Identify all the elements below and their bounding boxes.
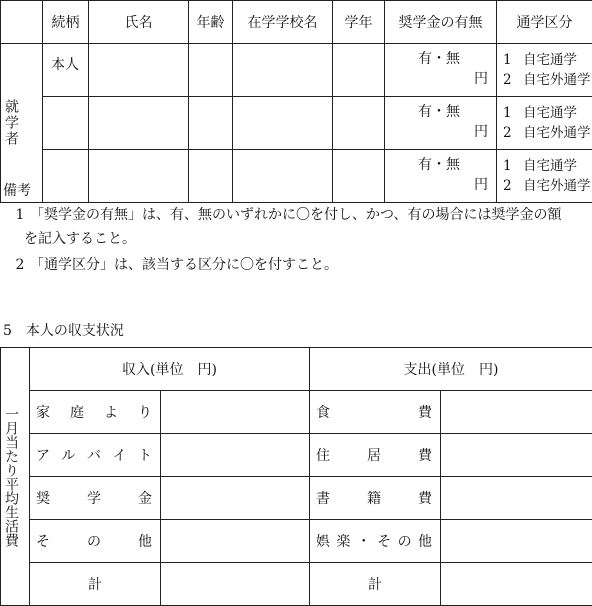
name-field[interactable] [89,97,189,150]
header-scholarship: 奨学金の有無 [385,1,497,44]
scholarship-yes-no[interactable]: 有・無 [418,101,460,121]
table-row [1,477,592,520]
students-table [0,0,592,203]
section-title: 5 本人の収支状況 [3,320,124,340]
income-label-family: 家 庭 よ り [30,391,161,434]
commute-field[interactable]: 1 自宅通学 2 自宅外通学 [497,44,592,97]
table-row [1,434,592,477]
header-commute: 通学区分 [497,1,592,44]
header-name: 氏名 [89,1,189,44]
age-field[interactable] [189,44,233,97]
commute-option-home[interactable]: 自宅通学 [523,52,577,68]
header-school: 在学学校名 [233,1,333,44]
income-total-label: 計 [30,563,161,606]
expense-label-entertainment: 娯 楽 ・ そ の 他 [310,520,441,563]
header-grade: 学年 [333,1,385,44]
table-row [1,391,592,434]
expense-amount-field[interactable] [441,520,592,563]
students-side-label: 就学者 [1,44,43,203]
income-label-other: そ の 他 [30,520,161,563]
commute-option-home[interactable]: 自宅通学 [523,105,577,121]
expense-total-field[interactable] [441,563,592,606]
expense-total-label: 計 [310,563,441,606]
yen-unit: 円 [474,174,488,194]
income-expense-table [0,347,592,606]
expense-amount-field[interactable] [441,434,592,477]
expense-label-books: 書 籍 費 [310,477,441,520]
name-field[interactable] [89,150,189,203]
scholarship-yes-no[interactable]: 有・無 [418,48,460,68]
grade-field[interactable] [333,97,385,150]
age-field[interactable] [189,97,233,150]
student-row [1,150,592,203]
income-amount-field[interactable] [161,520,310,563]
commute-option-home[interactable]: 自宅通学 [523,158,577,174]
income-amount-field[interactable] [161,477,310,520]
relation-cell[interactable]: 本人 [43,44,89,97]
name-field[interactable] [89,44,189,97]
income-total-field[interactable] [161,563,310,606]
school-field[interactable] [233,150,333,203]
commute-field[interactable]: 1 自宅通学 2 自宅外通学 [497,97,592,150]
commute-option-away[interactable]: 自宅外通学 [523,178,591,194]
relation-cell[interactable] [43,97,89,150]
scholarship-yes-no[interactable]: 有・無 [418,154,460,174]
school-field[interactable] [233,44,333,97]
living-cost-side-label: 一月当たり平均生活費 [1,348,30,606]
student-row [1,44,592,97]
header-relation: 続柄 [43,1,89,44]
commute-field[interactable]: 1 自宅通学 2 自宅外通学 [497,150,592,203]
income-header: 収入(単位 円) [30,348,310,391]
expense-amount-field[interactable] [441,477,592,520]
notes-title: 備考 [3,180,31,200]
note-item: 1 「奨学金の有無」は、有、無のいずれかに〇を付し、かつ、有の場合には奨学金の額 [10,204,585,226]
scholarship-field[interactable] [385,97,497,150]
table-row [1,520,592,563]
grade-field[interactable] [333,150,385,203]
expense-header: 支出(単位 円) [310,348,592,391]
income-amount-field[interactable] [161,434,310,477]
scholarship-field[interactable] [385,150,497,203]
student-row [1,97,592,150]
relation-cell[interactable] [43,150,89,203]
note-item: 2 「通学区分」は、該当する区分に〇を付すこと。 [10,254,338,276]
income-label-parttime: ア ル バ イ ト [30,434,161,477]
age-field[interactable] [189,150,233,203]
expense-label-food: 食 費 [310,391,441,434]
note-text: 「奨学金の有無」は、有、無のいずれかに〇を付し、かつ、有の場合には奨学金の額 [30,207,561,223]
yen-unit: 円 [474,68,488,88]
note-continuation: を記入すること。 [24,228,136,250]
note-text: 「通学区分」は、該当する区分に〇を付すこと。 [30,257,338,273]
expense-label-housing: 住 居 費 [310,434,441,477]
total-row [1,563,592,606]
income-label-scholarship: 奨 学 金 [30,477,161,520]
commute-option-away[interactable]: 自宅外通学 [523,125,591,141]
expense-amount-field[interactable] [441,391,592,434]
income-amount-field[interactable] [161,391,310,434]
header-age: 年齢 [189,1,233,44]
school-field[interactable] [233,97,333,150]
scholarship-field[interactable] [385,44,497,97]
commute-option-away[interactable]: 自宅外通学 [523,72,591,88]
corner-cell [1,1,43,44]
grade-field[interactable] [333,44,385,97]
yen-unit: 円 [474,121,488,141]
